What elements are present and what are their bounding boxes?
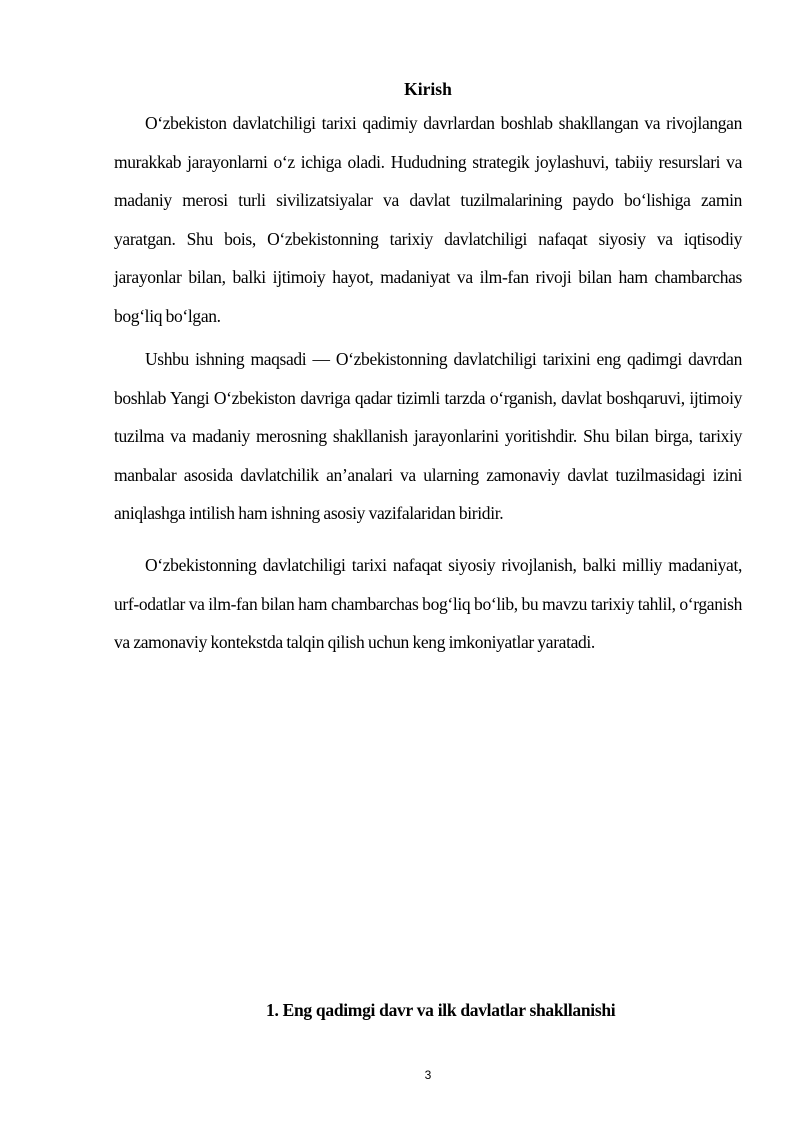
paragraph-conclusion: O‘zbekistonning davlatchiligi tarixi nafaqat siyosiy rivojlanish, balki milliy madaniyat, urf-odatlar va ilm-fan bilan ham chambarchas bog‘liq bo‘lib, bu mavzu tarixiy tahlil, o‘rganish va zamonaviy kontekstda talqin qilish uchun keng imkoniyatlar yaratadi. [114,555,742,652]
paragraph-purpose: Ushbu ishning maqsadi — O‘zbekistonning davlatchiligi tarixini eng qadimgi davrdan boshlab Yangi O‘zbekiston davriga qadar tizimli tarzda o‘rganish, davlat boshqaruvi, ijtimoiy tuzilma va madaniy merosning shakllanish jarayonlarini yoritishdir. Shu bilan birga, tarixiy manbalar asosida davlatchilik an’analari va ularning zamonaviy davlat tuzilmasidagi izini aniqlashga intilish ham ishning asosiy vazifalaridan biridir. [114,349,742,523]
section-title: 1. Eng qadimgi davr va ilk davlatlar shakllanishi [266,1000,616,1020]
page-number: 3 [424,1068,432,1082]
paragraph-introduction: O‘zbekiston davlatchiligi tarixi qadimiy davrlardan boshlab shakllangan va rivojlangan murakkab jarayonlarni o‘z ichiga oladi. Hududning strategik joylashuvi, tabiiy resurslari va madaniy merosi turli sivilizatsiyalar va davlat tuzilmalarining paydo bo‘lishiga zamin yaratgan. Shu bois, O‘zbekistonning tarixiy davlatchiligi nafaqat siyosiy va iqtisodiy jarayonlar bilan, balki ijtimoiy hayot, madaniyat va ilm-fan rivoji bilan ham chambarchas bog‘liq bo‘lgan. [114,113,742,326]
page-heading: Kirish [404,79,452,99]
